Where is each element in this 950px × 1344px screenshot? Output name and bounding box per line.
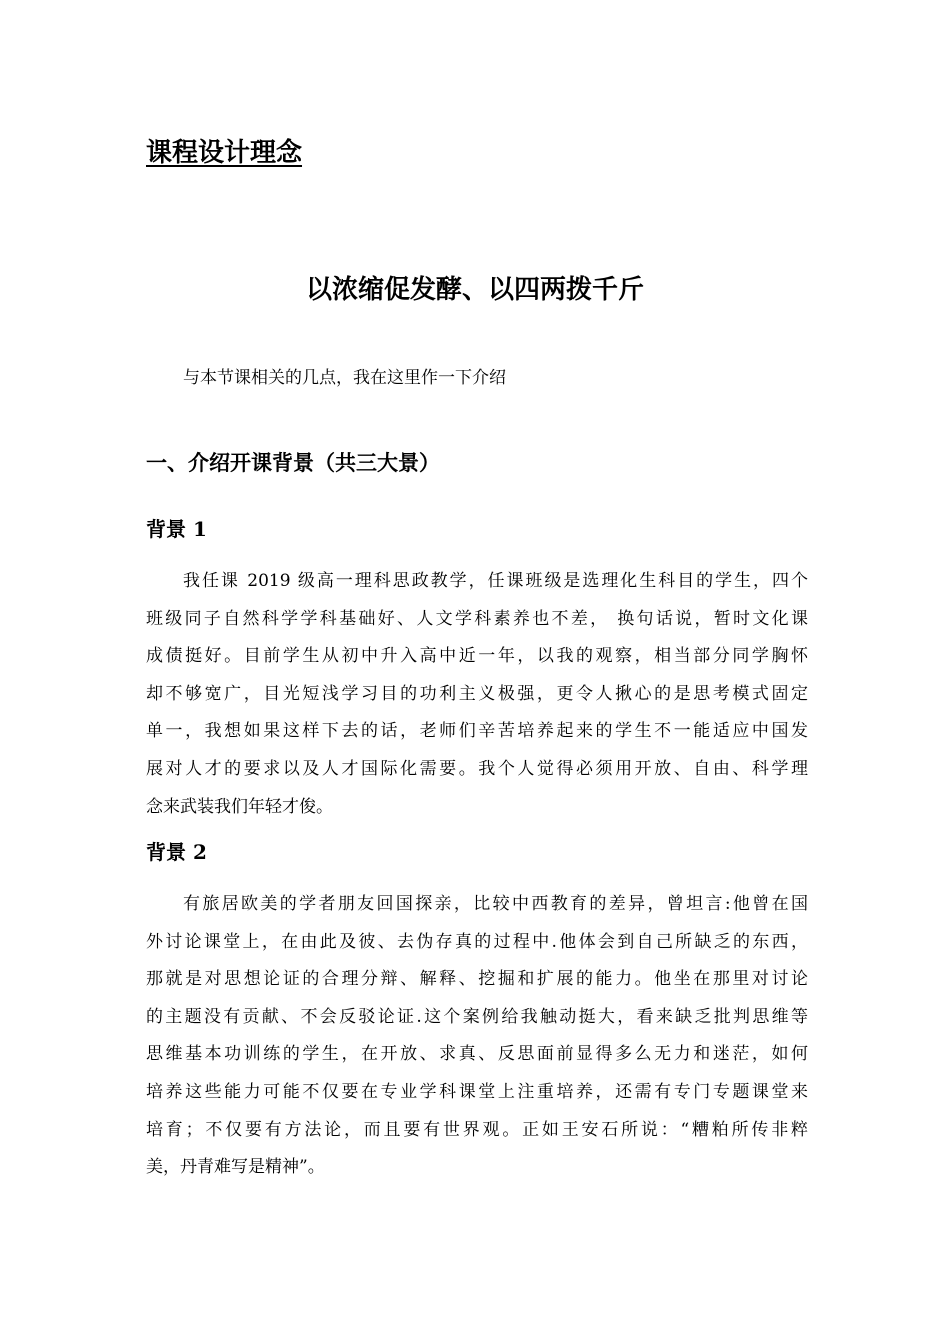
paragraph-line: 念来武装我们年轻才俊。 [146,796,333,817]
background-1-heading: 背景 1 [146,517,207,541]
paragraph-line: 我任课 2019 级高一理科思政教学，任课班级是选理化生科目的学生，四个 [183,571,808,591]
paragraph-line: 成债挺好。目前学生从初中升入高中近一年，以我的观察，相当部分同学胸怀 [146,646,808,667]
paragraph-line: 却不够宽广，目光短浅学习目的功利主义极强，更令人揪心的是思考模式固定 [146,683,808,704]
paragraph-line: 培育；不仅要有方法论，而且要有世界观。正如王安石所说：“糟粕所传非粹 [146,1119,808,1140]
paragraph-line: 有旅居欧美的学者朋友回国探亲，比较中西教育的差异，曾坦言:他曾在国 [183,894,808,914]
section-heading-background: 一、介绍开课背景（共三大景） [146,450,440,475]
paragraph-line: 美，丹青难写是精神”。 [146,1157,325,1178]
paragraph-line: 那就是对思想论证的合理分辩、解释、挖掘和扩展的能力。他坐在那里对讨论 [146,969,808,990]
paragraph-line: 的主题没有贡献、不会反驳论证.这个案例给我触动挺大，看来缺乏批判思维等 [146,1006,808,1027]
document-title: 课程设计理念 [146,138,303,168]
paragraph-line: 外讨论课堂上，在由此及彼、去伪存真的过程中.他体会到自己所缺乏的东西， [146,931,808,952]
paragraph-line: 展对人才的要求以及人才国际化需要。我个人觉得必须用开放、自由、科学理 [146,758,808,779]
paragraph-line: 思维基本功训练的学生，在开放、求真、反思面前显得多么无力和迷茫，如何 [146,1044,808,1065]
main-heading: 以浓缩促发酵、以四两拨千斤 [305,275,644,305]
intro-paragraph: 与本节课相关的几点，我在这里作一下介绍 [183,368,506,388]
paragraph-line: 单一，我想如果这样下去的话，老师们辛苦培养起来的学生不一能适应中国发 [146,721,808,742]
background-2-heading: 背景 2 [146,840,207,864]
paragraph-line: 班级同子自然科学学科基础好、人文学科素养也不差， 换句话说，暂时文化课 [146,608,808,629]
background-2-paragraph [146,886,808,1187]
paragraph-line: 培养这些能力可能不仅要在专业学科课堂上注重培养，还需有专门专题课堂来 [146,1081,808,1102]
background-1-paragraph [146,563,808,826]
